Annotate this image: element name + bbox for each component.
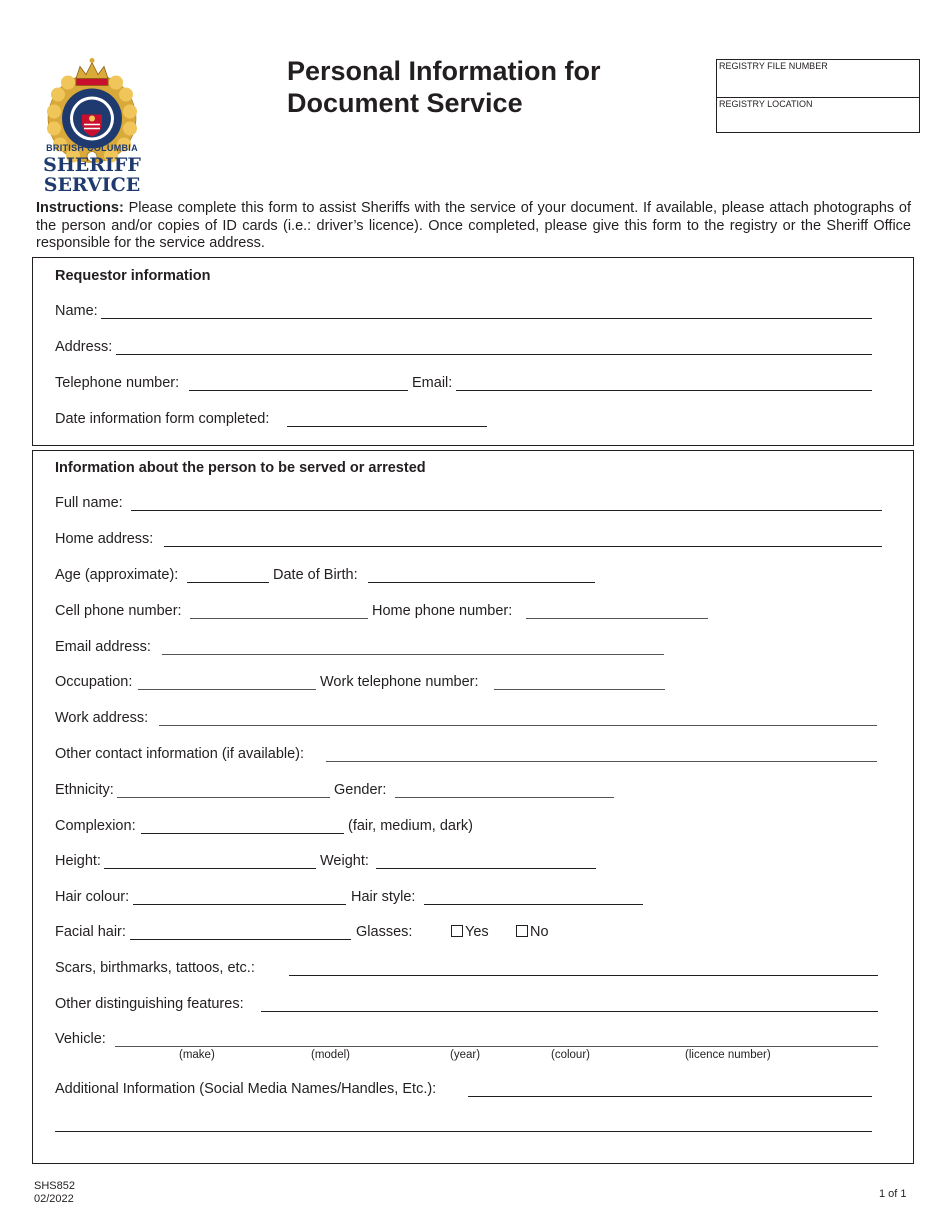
full-name-label: Full name: bbox=[55, 495, 123, 511]
additional-info-field[interactable] bbox=[468, 1096, 872, 1097]
work-address-field[interactable] bbox=[159, 725, 877, 726]
registry-location-label: REGISTRY LOCATION bbox=[719, 99, 813, 109]
hair-style-field[interactable] bbox=[424, 904, 643, 905]
person-section-title: Information about the person to be served or arrested bbox=[55, 460, 426, 476]
facial-hair-field[interactable] bbox=[130, 939, 351, 940]
complexion-label: Complexion: bbox=[55, 818, 136, 834]
complexion-field[interactable] bbox=[141, 833, 344, 834]
requestor-telephone-field[interactable] bbox=[189, 390, 408, 391]
facial-hair-label: Facial hair: bbox=[55, 924, 126, 940]
home-address-field[interactable] bbox=[164, 546, 882, 547]
page-title bbox=[287, 55, 601, 119]
instructions-text: Please complete this form to assist Sheriffs with the service of your document. If available, please attach photographs of the person and/or copies of ID cards (i.e.: driver’s licence). Once completed, please give this form to the registry or the Sheriff Office responsible for the service address. bbox=[36, 200, 911, 251]
requestor-address-label: Address: bbox=[55, 339, 113, 355]
vehicle-model-hint: (model) bbox=[311, 1049, 350, 1061]
vehicle-licence-hint: (licence number) bbox=[685, 1049, 771, 1061]
form-code: SHS852 bbox=[34, 1180, 75, 1192]
gender-field[interactable] bbox=[395, 797, 614, 798]
scars-field[interactable] bbox=[289, 975, 878, 976]
hair-colour-field[interactable] bbox=[133, 904, 346, 905]
instructions bbox=[36, 200, 911, 253]
registry-box bbox=[716, 59, 920, 133]
requestor-address-field[interactable] bbox=[116, 354, 872, 355]
requestor-name-label: Name: bbox=[55, 303, 98, 319]
cell-phone-label: Cell phone number: bbox=[55, 603, 182, 619]
other-contact-label: Other contact information (if available): bbox=[55, 746, 305, 762]
work-address-label: Work address: bbox=[55, 710, 149, 726]
registry-file-number-field[interactable] bbox=[717, 60, 919, 97]
date-completed-field[interactable] bbox=[287, 426, 487, 427]
title-line-1: Personal Information for bbox=[287, 56, 601, 86]
requestor-email-label: Email: bbox=[412, 375, 453, 391]
gender-label: Gender: bbox=[334, 782, 387, 798]
logo-service-text: SERVICE bbox=[43, 174, 141, 196]
full-name-field[interactable] bbox=[131, 510, 882, 511]
glasses-no-option[interactable] bbox=[516, 924, 549, 940]
vehicle-field[interactable] bbox=[115, 1046, 878, 1047]
instructions-heading: Instructions: bbox=[36, 200, 124, 216]
glasses-yes-checkbox[interactable] bbox=[451, 925, 463, 937]
requestor-email-field[interactable] bbox=[456, 390, 872, 391]
vehicle-make-hint: (make) bbox=[179, 1049, 215, 1061]
age-label: Age (approximate): bbox=[55, 567, 179, 583]
requestor-name-field[interactable] bbox=[101, 318, 872, 319]
title-line-2: Document Service bbox=[287, 88, 523, 118]
glasses-no-label: No bbox=[530, 924, 549, 940]
additional-info-field-line-2[interactable] bbox=[55, 1131, 872, 1132]
date-completed-label: Date information form completed: bbox=[55, 411, 270, 427]
work-phone-field[interactable] bbox=[494, 689, 665, 690]
home-phone-field[interactable] bbox=[526, 618, 708, 619]
requestor-telephone-label: Telephone number: bbox=[55, 375, 180, 391]
vehicle-year-hint: (year) bbox=[450, 1049, 481, 1061]
height-field[interactable] bbox=[104, 868, 316, 869]
age-field[interactable] bbox=[187, 582, 269, 583]
occupation-label: Occupation: bbox=[55, 674, 133, 690]
page-number: 1 of 1 bbox=[879, 1188, 907, 1200]
weight-field[interactable] bbox=[376, 868, 596, 869]
vehicle-colour-hint: (colour) bbox=[551, 1049, 590, 1061]
dob-label: Date of Birth: bbox=[273, 567, 358, 583]
additional-info-label: Additional Information (Social Media Names/Handles, Etc.): bbox=[55, 1081, 437, 1097]
ethnicity-label: Ethnicity: bbox=[55, 782, 114, 798]
logo-sheriff-text: SHERIFF bbox=[43, 154, 141, 176]
ethnicity-field[interactable] bbox=[117, 797, 330, 798]
form-code-block bbox=[34, 1180, 75, 1206]
hair-style-label: Hair style: bbox=[351, 889, 416, 905]
cell-phone-field[interactable] bbox=[190, 618, 368, 619]
vehicle-label: Vehicle: bbox=[55, 1031, 106, 1047]
home-address-label: Home address: bbox=[55, 531, 154, 547]
scars-label: Scars, birthmarks, tattoos, etc.: bbox=[55, 960, 255, 976]
distinguishing-label: Other distinguishing features: bbox=[55, 996, 244, 1012]
dob-field[interactable] bbox=[368, 582, 595, 583]
form-date: 02/2022 bbox=[34, 1193, 74, 1205]
weight-label: Weight: bbox=[320, 853, 369, 869]
email-address-field[interactable] bbox=[162, 654, 664, 655]
glasses-label: Glasses: bbox=[356, 924, 413, 940]
glasses-yes-label: Yes bbox=[465, 924, 489, 940]
glasses-no-checkbox[interactable] bbox=[516, 925, 528, 937]
registry-file-number-label: REGISTRY FILE NUMBER bbox=[719, 61, 828, 71]
complexion-hint: (fair, medium, dark) bbox=[348, 818, 473, 834]
requestor-section-title: Requestor information bbox=[55, 268, 211, 284]
other-contact-field[interactable] bbox=[326, 761, 877, 762]
hair-colour-label: Hair colour: bbox=[55, 889, 130, 905]
work-phone-label: Work telephone number: bbox=[320, 674, 479, 690]
registry-location-field[interactable] bbox=[717, 97, 919, 134]
occupation-field[interactable] bbox=[138, 689, 316, 690]
glasses-yes-option[interactable] bbox=[451, 924, 489, 940]
distinguishing-field[interactable] bbox=[261, 1011, 878, 1012]
logo-province-text: BRITISH COLUMBIA bbox=[46, 143, 138, 153]
home-phone-label: Home phone number: bbox=[372, 603, 513, 619]
height-label: Height: bbox=[55, 853, 101, 869]
email-address-label: Email address: bbox=[55, 639, 151, 655]
